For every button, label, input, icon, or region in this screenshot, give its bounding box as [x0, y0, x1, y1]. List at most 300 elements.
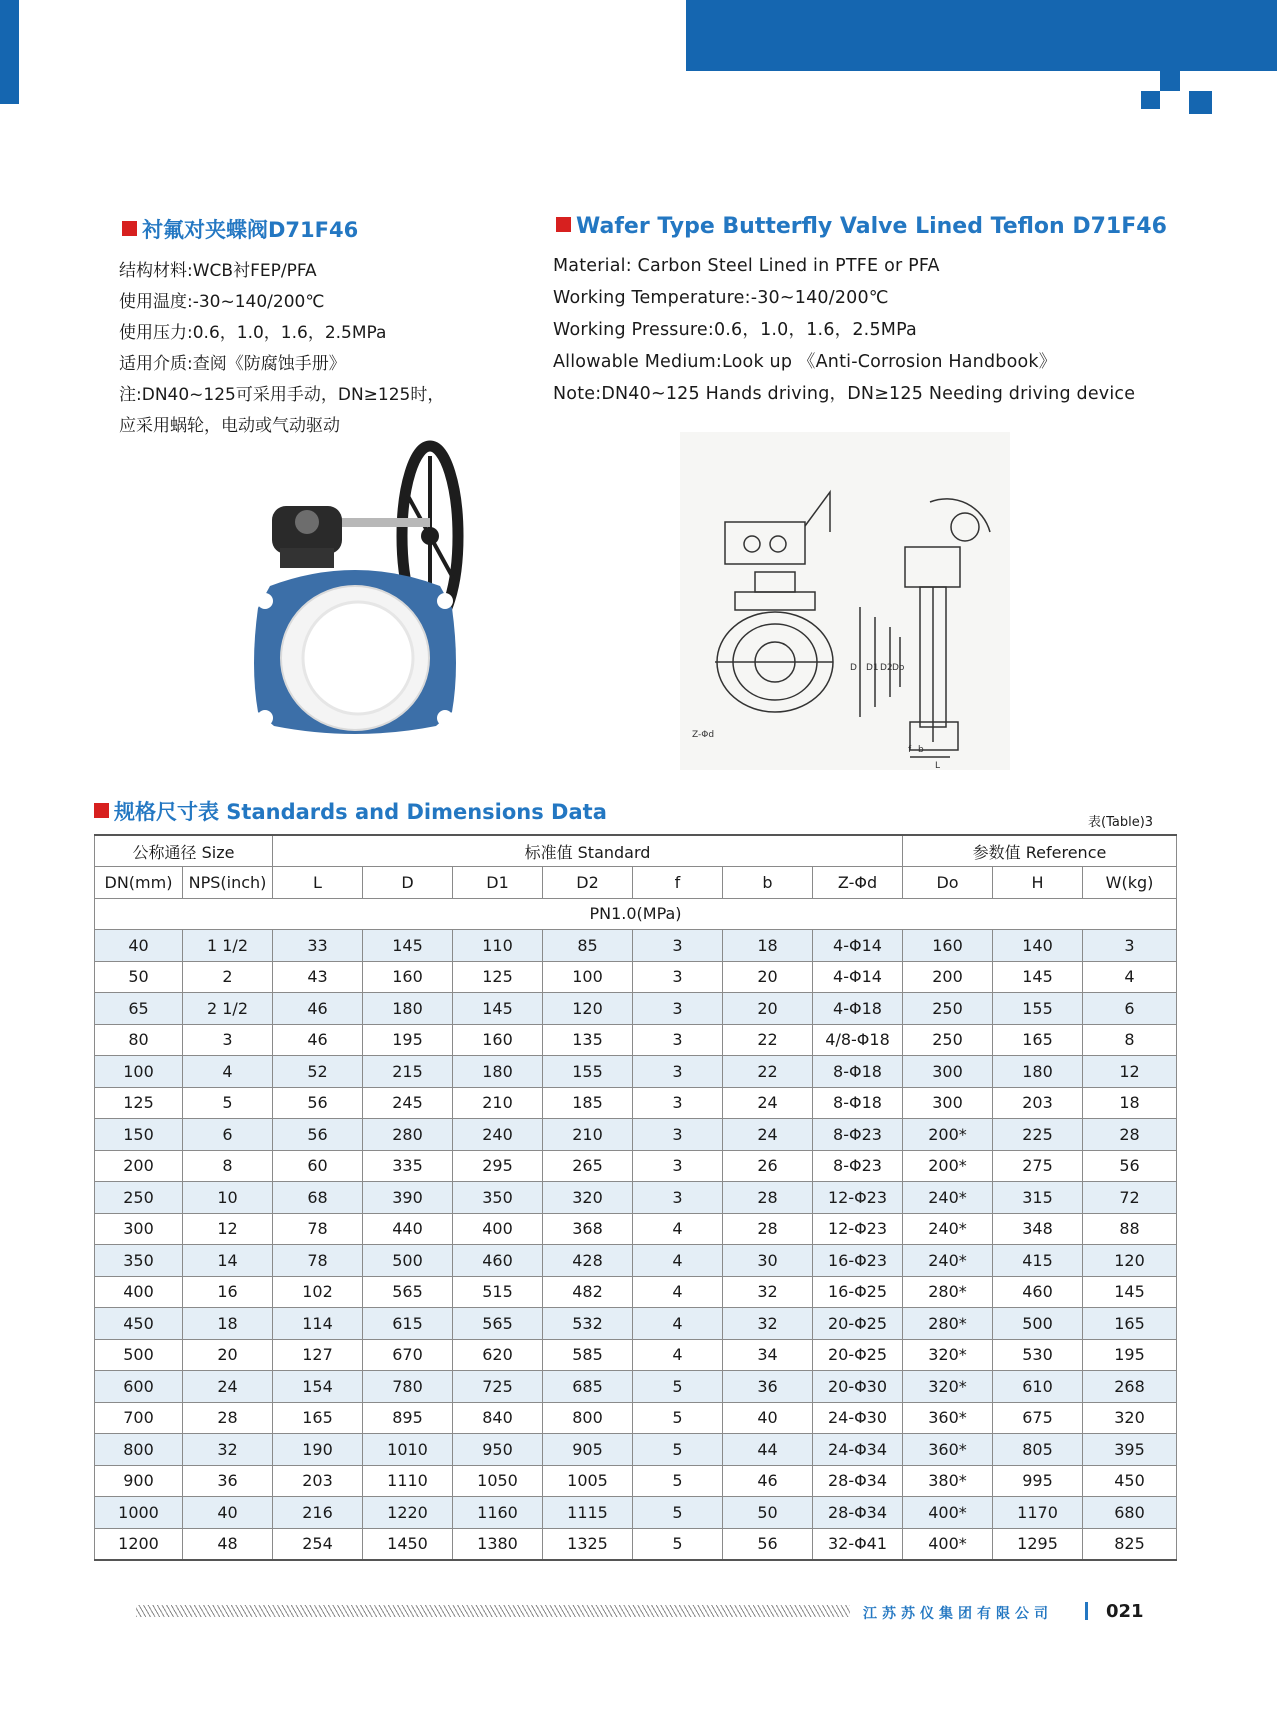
table-row: [95, 1087, 1177, 1119]
drawing-label: L: [935, 761, 941, 770]
table-cell: 22: [723, 1024, 813, 1056]
table-row: [95, 1339, 1177, 1371]
table-cell: 50: [723, 1497, 813, 1529]
table-cell: 46: [723, 1465, 813, 1497]
table-cell: 12: [183, 1213, 273, 1245]
table-row: [95, 1465, 1177, 1497]
footer-separator: [1085, 1602, 1088, 1620]
drawing-label: Z-Φd: [692, 730, 715, 740]
table-cell: 65: [95, 993, 183, 1025]
table-cell: 3: [1083, 930, 1177, 962]
table-cell: 180: [453, 1056, 543, 1088]
table-cell: 203: [993, 1087, 1083, 1119]
table-cell: 160: [903, 930, 993, 962]
table-cell: 210: [453, 1087, 543, 1119]
header-square: [1160, 71, 1180, 91]
table-cell: 100: [95, 1056, 183, 1088]
table-cell: 320: [543, 1182, 633, 1214]
table-row: [95, 930, 1177, 962]
table-cell: 700: [95, 1402, 183, 1434]
table-cell: 28: [723, 1213, 813, 1245]
table-cell: 56: [1083, 1150, 1177, 1182]
table-cell: 32: [183, 1434, 273, 1466]
table-cell: 102: [273, 1276, 363, 1308]
table-cell: 190: [273, 1434, 363, 1466]
table-cell: 24: [723, 1087, 813, 1119]
table-row: [95, 1182, 1177, 1214]
table-title: 规格尺寸表 Standards and Dimensions Data: [94, 796, 607, 826]
table-cell: 4-Φ18: [813, 993, 903, 1025]
table-cell: 450: [1083, 1465, 1177, 1497]
spec-line: 使用压力:0.6，1.0，1.6，2.5MPa: [119, 323, 387, 343]
table-cell: 3: [633, 1119, 723, 1151]
table-cell: 18: [1083, 1087, 1177, 1119]
table-cell: 895: [363, 1402, 453, 1434]
table-cell: 530: [993, 1339, 1083, 1371]
table-cell: 725: [453, 1371, 543, 1403]
table-cell: 500: [363, 1245, 453, 1277]
table-cell: 5: [633, 1497, 723, 1529]
table-cell: 800: [543, 1402, 633, 1434]
table-cell: 4: [633, 1308, 723, 1340]
table-cell: 380*: [903, 1465, 993, 1497]
column-header: D: [363, 867, 453, 899]
table-cell: 515: [453, 1276, 543, 1308]
spec-line: Working Temperature:-30~140/200℃: [553, 288, 889, 308]
table-cell: 6: [1083, 993, 1177, 1025]
table-cell: 368: [543, 1213, 633, 1245]
table-cell: 300: [95, 1213, 183, 1245]
table-cell: 415: [993, 1245, 1083, 1277]
table-cell: 14: [183, 1245, 273, 1277]
table-cell: 900: [95, 1465, 183, 1497]
valve-photo: [240, 436, 470, 736]
table-cell: 3: [633, 1150, 723, 1182]
table-cell: 225: [993, 1119, 1083, 1151]
footer-company: 江苏苏仪集团有限公司: [863, 1606, 1053, 1622]
table-cell: 46: [273, 993, 363, 1025]
table-cell: 36: [183, 1465, 273, 1497]
table-cell: 20: [723, 961, 813, 993]
table-cell: 400: [453, 1213, 543, 1245]
table-cell: 48: [183, 1528, 273, 1560]
table-cell: 145: [363, 930, 453, 962]
product-title-cn: 衬氟对夹蝶阀D71F46: [122, 214, 358, 244]
table-cell: 120: [1083, 1245, 1177, 1277]
table-cell: 56: [723, 1528, 813, 1560]
table-cell: 1 1/2: [183, 930, 273, 962]
table-cell: 3: [633, 930, 723, 962]
table-cell: 585: [543, 1339, 633, 1371]
table-cell: 600: [95, 1371, 183, 1403]
table-cell: 120: [543, 993, 633, 1025]
pressure-label: PN1.0(MPa): [95, 898, 1177, 930]
table-cell: 3: [633, 1087, 723, 1119]
table-cell: 428: [543, 1245, 633, 1277]
table-row: [95, 1497, 1177, 1529]
table-cell: 825: [1083, 1528, 1177, 1560]
table-cell: 995: [993, 1465, 1083, 1497]
table-cell: 85: [543, 930, 633, 962]
table-cell: 3: [633, 1056, 723, 1088]
table-cell: 400: [95, 1276, 183, 1308]
table-cell: 300: [903, 1087, 993, 1119]
table-cell: 2: [183, 961, 273, 993]
table-cell: 8-Φ18: [813, 1087, 903, 1119]
table-row: [95, 1150, 1177, 1182]
table-cell: 32-Φ41: [813, 1528, 903, 1560]
table-cell: 28: [183, 1402, 273, 1434]
table-cell: 300: [903, 1056, 993, 1088]
table-cell: 3: [183, 1024, 273, 1056]
group-reference-header: 参数值 Reference: [903, 835, 1177, 867]
table-cell: 400*: [903, 1528, 993, 1560]
drawing-label: D1: [866, 663, 879, 673]
table-cell: 140: [993, 930, 1083, 962]
table-cell: 4: [633, 1245, 723, 1277]
table-cell: 295: [453, 1150, 543, 1182]
table-row: [95, 1245, 1177, 1277]
table-cell: 20: [183, 1339, 273, 1371]
table-body: [95, 835, 1177, 1560]
column-header: D2: [543, 867, 633, 899]
table-cell: 780: [363, 1371, 453, 1403]
column-header: Z-Φd: [813, 867, 903, 899]
table-cell: 12-Φ23: [813, 1182, 903, 1214]
table-cell: 110: [453, 930, 543, 962]
table-cell: 3: [633, 1024, 723, 1056]
table-cell: 240: [453, 1119, 543, 1151]
table-cell: 155: [993, 993, 1083, 1025]
table-cell: 28: [723, 1182, 813, 1214]
table-cell: 8-Φ23: [813, 1119, 903, 1151]
table-cell: 16-Φ25: [813, 1276, 903, 1308]
table-cell: 145: [993, 961, 1083, 993]
spec-line: 适用介质:查阅《防腐蚀手册》: [119, 354, 346, 374]
column-header: f: [633, 867, 723, 899]
table-cell: 360*: [903, 1402, 993, 1434]
table-cell: 43: [273, 961, 363, 993]
table-row: [95, 1528, 1177, 1560]
table-cell: 18: [183, 1308, 273, 1340]
specs-cn: [119, 256, 444, 442]
group-size-header: 公称通径 Size: [95, 835, 273, 867]
table-cell: 335: [363, 1150, 453, 1182]
column-header: b: [723, 867, 813, 899]
table-cell: 905: [543, 1434, 633, 1466]
table-cell: 4: [633, 1213, 723, 1245]
bullet-square-icon: [122, 221, 137, 236]
table-cell: 160: [363, 961, 453, 993]
table-cell: 500: [95, 1339, 183, 1371]
table-cell: 250: [903, 1024, 993, 1056]
table-cell: 216: [273, 1497, 363, 1529]
table-cell: 135: [543, 1024, 633, 1056]
table-cell: 78: [273, 1245, 363, 1277]
table-cell: 5: [183, 1087, 273, 1119]
table-row: [95, 961, 1177, 993]
table-cell: 4: [633, 1339, 723, 1371]
header-left-bar: [0, 0, 19, 104]
column-header: DN(mm): [95, 867, 183, 899]
table-cell: 5: [633, 1402, 723, 1434]
table-cell: 154: [273, 1371, 363, 1403]
valve-technical-drawing: [680, 432, 1010, 770]
table-cell: 3: [633, 961, 723, 993]
table-cell: 1220: [363, 1497, 453, 1529]
table-cell: 28-Φ34: [813, 1465, 903, 1497]
table-cell: 180: [993, 1056, 1083, 1088]
table-cell: 5: [633, 1371, 723, 1403]
table-cell: 460: [453, 1245, 543, 1277]
table-cell: 254: [273, 1528, 363, 1560]
table-cell: 40: [723, 1402, 813, 1434]
column-header: D1: [453, 867, 543, 899]
drawing-label: D: [850, 663, 857, 673]
specs-en: [553, 250, 1135, 410]
table-cell: 44: [723, 1434, 813, 1466]
table-cell: 80: [95, 1024, 183, 1056]
table-cell: 210: [543, 1119, 633, 1151]
table-cell: 4: [633, 1276, 723, 1308]
table-cell: 1000: [95, 1497, 183, 1529]
table-cell: 180: [363, 993, 453, 1025]
table-cell: 24: [183, 1371, 273, 1403]
table-cell: 125: [95, 1087, 183, 1119]
table-cell: 268: [1083, 1371, 1177, 1403]
table-cell: 40: [95, 930, 183, 962]
table-cell: 4-Φ14: [813, 930, 903, 962]
table-cell: 565: [453, 1308, 543, 1340]
table-cell: 20-Φ30: [813, 1371, 903, 1403]
table-cell: 800: [95, 1434, 183, 1466]
drawing-label: f: [908, 745, 912, 755]
table-cell: 1380: [453, 1528, 543, 1560]
table-cell: 60: [273, 1150, 363, 1182]
table-cell: 450: [95, 1308, 183, 1340]
drawing-label: D2: [880, 663, 893, 673]
table-cell: 565: [363, 1276, 453, 1308]
table-cell: 240*: [903, 1182, 993, 1214]
pressure-row: [95, 898, 1177, 930]
table-cell: 395: [1083, 1434, 1177, 1466]
spec-line: 结构材料:WCB衬FEP/PFA: [119, 261, 317, 281]
table-group-header: [95, 835, 1177, 867]
table-row: [95, 1119, 1177, 1151]
table-cell: 215: [363, 1056, 453, 1088]
table-cell: 348: [993, 1213, 1083, 1245]
table-cell: 8: [1083, 1024, 1177, 1056]
column-header: L: [273, 867, 363, 899]
table-cell: 675: [993, 1402, 1083, 1434]
table-cell: 50: [95, 961, 183, 993]
dimensions-table: [94, 834, 1177, 1561]
table-cell: 150: [95, 1119, 183, 1151]
table-cell: 1050: [453, 1465, 543, 1497]
table-cell: 12-Φ23: [813, 1213, 903, 1245]
table-cell: 950: [453, 1434, 543, 1466]
table-cell: 5: [633, 1528, 723, 1560]
table-cell: 610: [993, 1371, 1083, 1403]
table-cell: 195: [363, 1024, 453, 1056]
table-cell: 320*: [903, 1371, 993, 1403]
table-cell: 34: [723, 1339, 813, 1371]
table-cell: 1010: [363, 1434, 453, 1466]
table-cell: 32: [723, 1276, 813, 1308]
table-cell: 160: [453, 1024, 543, 1056]
table-cell: 1170: [993, 1497, 1083, 1529]
table-cell: 620: [453, 1339, 543, 1371]
table-cell: 12: [1083, 1056, 1177, 1088]
table-cell: 28-Φ34: [813, 1497, 903, 1529]
table-row: [95, 1308, 1177, 1340]
table-cell: 200*: [903, 1119, 993, 1151]
table-cell: 1005: [543, 1465, 633, 1497]
spec-line: 使用温度:-30~140/200℃: [119, 292, 325, 312]
table-cell: 360*: [903, 1434, 993, 1466]
table-row: [95, 1402, 1177, 1434]
table-row: [95, 1056, 1177, 1088]
group-standard-header: 标准值 Standard: [273, 835, 903, 867]
table-cell: 24-Φ30: [813, 1402, 903, 1434]
table-cell: 280*: [903, 1308, 993, 1340]
table-cell: 320: [1083, 1402, 1177, 1434]
table-cell: 5: [633, 1434, 723, 1466]
table-cell: 805: [993, 1434, 1083, 1466]
table-cell: 165: [993, 1024, 1083, 1056]
table-cell: 670: [363, 1339, 453, 1371]
table-cell: 5: [633, 1465, 723, 1497]
table-cell: 200: [95, 1150, 183, 1182]
table-cell: 390: [363, 1182, 453, 1214]
table-cell: 32: [723, 1308, 813, 1340]
table-cell: 615: [363, 1308, 453, 1340]
table-cell: 240*: [903, 1245, 993, 1277]
table-cell: 250: [903, 993, 993, 1025]
table-cell: 4/8-Φ18: [813, 1024, 903, 1056]
table-cell: 203: [273, 1465, 363, 1497]
table-cell: 265: [543, 1150, 633, 1182]
drawing-label: Do: [892, 663, 905, 673]
table-cell: 125: [453, 961, 543, 993]
spec-line: Working Pressure:0.6，1.0，1.6，2.5MPa: [553, 320, 917, 340]
table-cell: 185: [543, 1087, 633, 1119]
column-header: W(kg): [1083, 867, 1177, 899]
table-cell: 46: [273, 1024, 363, 1056]
table-cell: 350: [453, 1182, 543, 1214]
header-square: [1189, 91, 1212, 114]
table-cell: 8-Φ18: [813, 1056, 903, 1088]
table-cell: 4: [183, 1056, 273, 1088]
header-square: [1141, 91, 1160, 109]
table-cell: 8: [183, 1150, 273, 1182]
table-cell: 1160: [453, 1497, 543, 1529]
table-cell: 460: [993, 1276, 1083, 1308]
table-row: [95, 993, 1177, 1025]
table-cell: 78: [273, 1213, 363, 1245]
table-cell: 20-Φ25: [813, 1308, 903, 1340]
table-cell: 145: [453, 993, 543, 1025]
table-cell: 840: [453, 1402, 543, 1434]
table-cell: 88: [1083, 1213, 1177, 1245]
table-cell: 500: [993, 1308, 1083, 1340]
table-cell: 240*: [903, 1213, 993, 1245]
table-cell: 200*: [903, 1150, 993, 1182]
table-cell: 145: [1083, 1276, 1177, 1308]
table-cell: 127: [273, 1339, 363, 1371]
table-cell: 40: [183, 1497, 273, 1529]
table-cell: 1110: [363, 1465, 453, 1497]
bullet-square-icon: [94, 803, 109, 818]
table-cell: 30: [723, 1245, 813, 1277]
table-cell: 1115: [543, 1497, 633, 1529]
table-cell: 10: [183, 1182, 273, 1214]
table-cell: 33: [273, 930, 363, 962]
page-number: 021: [1106, 1601, 1144, 1622]
table-cell: 165: [273, 1402, 363, 1434]
table-cell: 114: [273, 1308, 363, 1340]
table-cell: 680: [1083, 1497, 1177, 1529]
table-cell: 350: [95, 1245, 183, 1277]
header-band: [686, 0, 1277, 71]
table-cell: 2 1/2: [183, 993, 273, 1025]
table-row: [95, 1024, 1177, 1056]
table-cell: 3: [633, 993, 723, 1025]
product-title-en: Wafer Type Butterfly Valve Lined Teflon D71F46: [556, 214, 1167, 239]
table-cell: 24-Φ34: [813, 1434, 903, 1466]
table-cell: 16-Φ23: [813, 1245, 903, 1277]
table-cell: 8-Φ23: [813, 1150, 903, 1182]
table-cell: 3: [633, 1182, 723, 1214]
table-cell: 68: [273, 1182, 363, 1214]
table-cell: 280: [363, 1119, 453, 1151]
table-cell: 685: [543, 1371, 633, 1403]
table-cell: 532: [543, 1308, 633, 1340]
table-cell: 28: [1083, 1119, 1177, 1151]
table-cell: 16: [183, 1276, 273, 1308]
table-cell: 24: [723, 1119, 813, 1151]
table-cell: 250: [95, 1182, 183, 1214]
spec-line: Material: Carbon Steel Lined in PTFE or PFA: [553, 256, 940, 276]
table-row: [95, 1276, 1177, 1308]
table-cell: 400*: [903, 1497, 993, 1529]
table-cell: 4-Φ14: [813, 961, 903, 993]
table-cell: 1450: [363, 1528, 453, 1560]
table-cell: 320*: [903, 1339, 993, 1371]
table-cell: 56: [273, 1087, 363, 1119]
table-cell: 72: [1083, 1182, 1177, 1214]
table-cell: 200: [903, 961, 993, 993]
table-column-header: [95, 867, 1177, 899]
table-cell: 245: [363, 1087, 453, 1119]
table-cell: 20-Φ25: [813, 1339, 903, 1371]
table-cell: 280*: [903, 1276, 993, 1308]
table-cell: 440: [363, 1213, 453, 1245]
table-row: [95, 1434, 1177, 1466]
table-cell: 26: [723, 1150, 813, 1182]
table-cell: 1200: [95, 1528, 183, 1560]
table-row: [95, 1371, 1177, 1403]
column-header: NPS(inch): [183, 867, 273, 899]
bullet-square-icon: [556, 217, 571, 232]
table-cell: 56: [273, 1119, 363, 1151]
spec-line: 应采用蜗轮，电动或气动驱动: [119, 416, 340, 436]
spec-line: Allowable Medium:Look up 《Anti-Corrosion Handbook》: [553, 352, 1057, 372]
table-cell: 18: [723, 930, 813, 962]
table-cell: 195: [1083, 1339, 1177, 1371]
table-cell: 275: [993, 1150, 1083, 1182]
table-cell: 482: [543, 1276, 633, 1308]
